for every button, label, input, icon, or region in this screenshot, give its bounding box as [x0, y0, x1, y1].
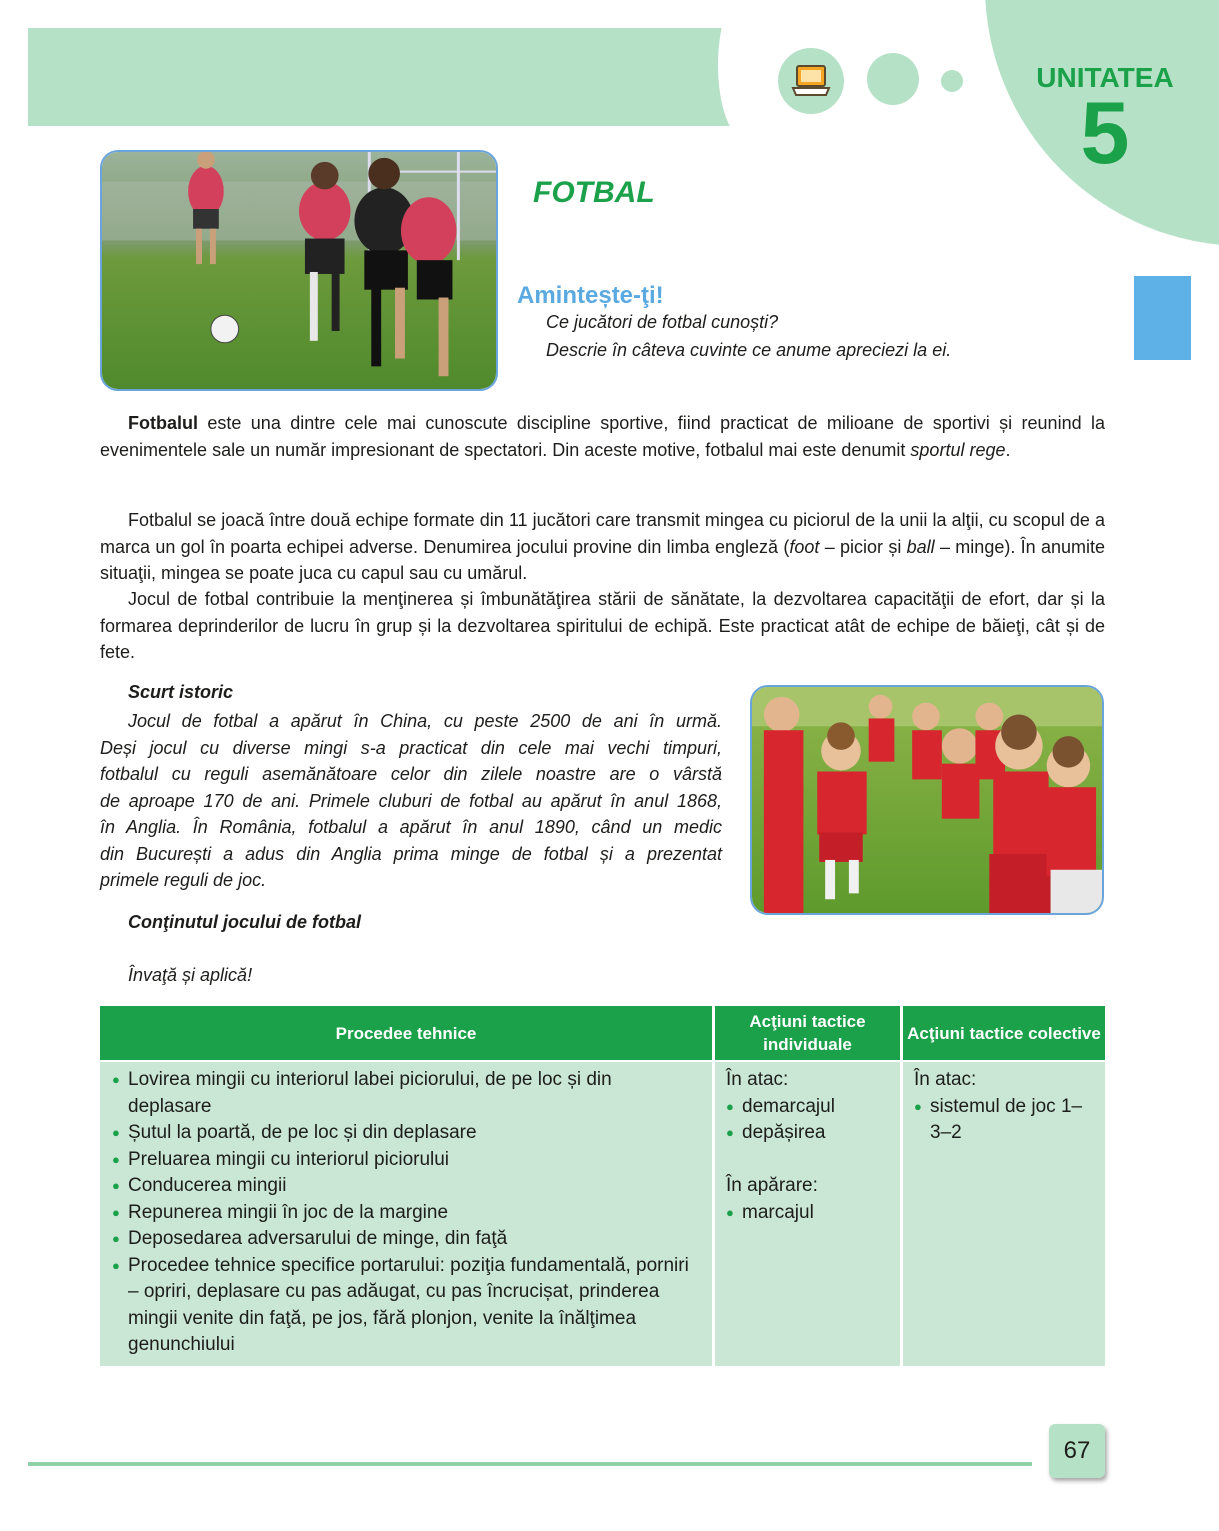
fotbalul-term: Fotbalul — [128, 413, 198, 433]
list-item: ● depășirea — [726, 1120, 900, 1147]
list-item: ● Repunerea mingii în joc de la margine — [112, 1200, 712, 1227]
collective-attack-label: În atac: — [914, 1069, 977, 1090]
football-content-table — [100, 1006, 1105, 1366]
photo-kids-football-match — [100, 150, 498, 391]
sportul-rege-term: sportul rege — [910, 439, 1006, 460]
intro-paragraph-1 — [100, 410, 1105, 463]
table-header-technical: Procedee tehnice — [100, 1006, 712, 1060]
photo-kids-running — [750, 685, 1104, 915]
history-line-4: de aproape 170 de ani. Primele cluburi de fotbal au apărut în anul 1868, — [100, 791, 722, 811]
footer-line — [28, 1462, 1032, 1466]
list-item: ● Preluarea mingii cu interiorul piciorului — [112, 1147, 712, 1174]
history-line-5: în Anglia. În România, fotbalul a apărut în anul 1890, când un medic — [100, 817, 722, 837]
page-number: 67 — [1049, 1424, 1105, 1478]
technical-cell — [100, 1062, 712, 1366]
intro-paragraph-1-text: este una dintre cele mai cunoscute discipline sportive, fiind practicat de milioane de sportivi și reunind la evenimentele sale un număr impresionant de spectatori. Din aceste motive, fotbalul mai este denumit — [100, 413, 1105, 460]
collective-cell — [903, 1062, 1105, 1366]
content-heading: Conţinutul jocului de fotbal — [128, 912, 361, 932]
intro-paragraph-2 — [100, 507, 1105, 587]
intro-paragraph-2-end: – minge). În anumite situaţii, mingea se poate juca cu capul sau cu umărul. — [100, 536, 1105, 583]
spacer — [726, 1147, 900, 1174]
remember-question-2: Descrie în câteva cuvinte ce anume apreciezi la ei. — [546, 340, 952, 360]
intro-paragraph-3: Jocul de fotbal contribuie la menţinerea și îmbunătăţirea stării de sănătate, la dezvoltarea capacităţii de efort, dar și la formarea deprinderilor de lucru în grup și la dezvoltarea spiritului de echipă. Este practicat atât de echipe de băieţi, cât și de fete. — [100, 589, 1105, 662]
page-title: FOTBAL — [533, 176, 655, 209]
side-tab — [1134, 276, 1191, 360]
list-item: ● Procedee tehnice specifice portarului: poziţia fundamentală, porniri – opriri, deplasare cu pas adăugat, cu pas încrucișat, prinderea mingii venite din faţă, pe jos, fără plonjon, venite la înălţimea genunchiului — [112, 1253, 692, 1359]
list-item: ● Lovirea mingii cu interiorul labei piciorului, de pe loc și din deplasare — [112, 1067, 622, 1120]
remember-heading: Amintește-ţi! — [517, 282, 664, 309]
intro-paragraph-2-text: Fotbalul se joacă între două echipe formate din 11 jucători care transmit mingea cu piciorul de la unii la alţii, cu scopul de a marca un gol în poarta echipei adverse. Denumirea jocului provine din limba engleză ( — [100, 510, 1105, 557]
intro-paragraph-1-end: . — [1005, 439, 1011, 460]
table-header-individual: Acţiuni tactice individuale — [715, 1006, 900, 1060]
history-heading: Scurt istoric — [128, 682, 234, 702]
list-item: ● Șutul la poartă, de pe loc și din deplasare — [112, 1120, 712, 1147]
foot-term: foot — [789, 536, 820, 557]
history-line-3: fotbalul cu reguli asemănătoare celor din zilele noastre are o vârstă — [100, 764, 722, 784]
list-item: ● Deposedarea adversarului de minge, din faţă — [112, 1226, 712, 1253]
intro-paragraph-2-mid: – picior și — [819, 536, 907, 557]
laptop-icon — [791, 64, 831, 98]
ball-term: ball — [906, 536, 935, 557]
history-line-6: din București a adus din Anglia prima minge de fotbal și a prezentat — [100, 844, 722, 864]
list-item: ● demarcajul — [726, 1094, 900, 1121]
learn-heading: Învaţă și aplică! — [128, 965, 253, 985]
remember-question-1: Ce jucători de fotbal cunoști? — [546, 312, 779, 332]
header-band-cutout — [718, 0, 774, 140]
history-line-7: primele reguli de joc. — [100, 870, 267, 890]
decorative-dot-medium — [867, 53, 919, 105]
individual-defense-label: În apărare: — [726, 1175, 818, 1196]
table-header-collective: Acţiuni tactice colective — [903, 1006, 1105, 1060]
unit-label: UNITATEA — [1036, 62, 1174, 93]
header-band — [28, 28, 740, 126]
list-item: ● sistemul de joc 1–3–2 — [914, 1094, 1084, 1147]
list-item: ● Conducerea mingii — [112, 1173, 712, 1200]
decorative-dot-small — [941, 70, 963, 92]
history-line-1: Jocul de fotbal a apărut în China, cu peste 2500 de ani în urmă. — [128, 711, 722, 731]
individual-cell — [715, 1062, 900, 1366]
individual-attack-label: În atac: — [726, 1069, 789, 1090]
history-line-2: Deși jocul cu diverse mingi s-a practicat din cele mai vechi timpuri, — [100, 738, 722, 758]
list-item: ● marcajul — [726, 1200, 900, 1227]
unit-number: 5 — [1080, 83, 1130, 182]
